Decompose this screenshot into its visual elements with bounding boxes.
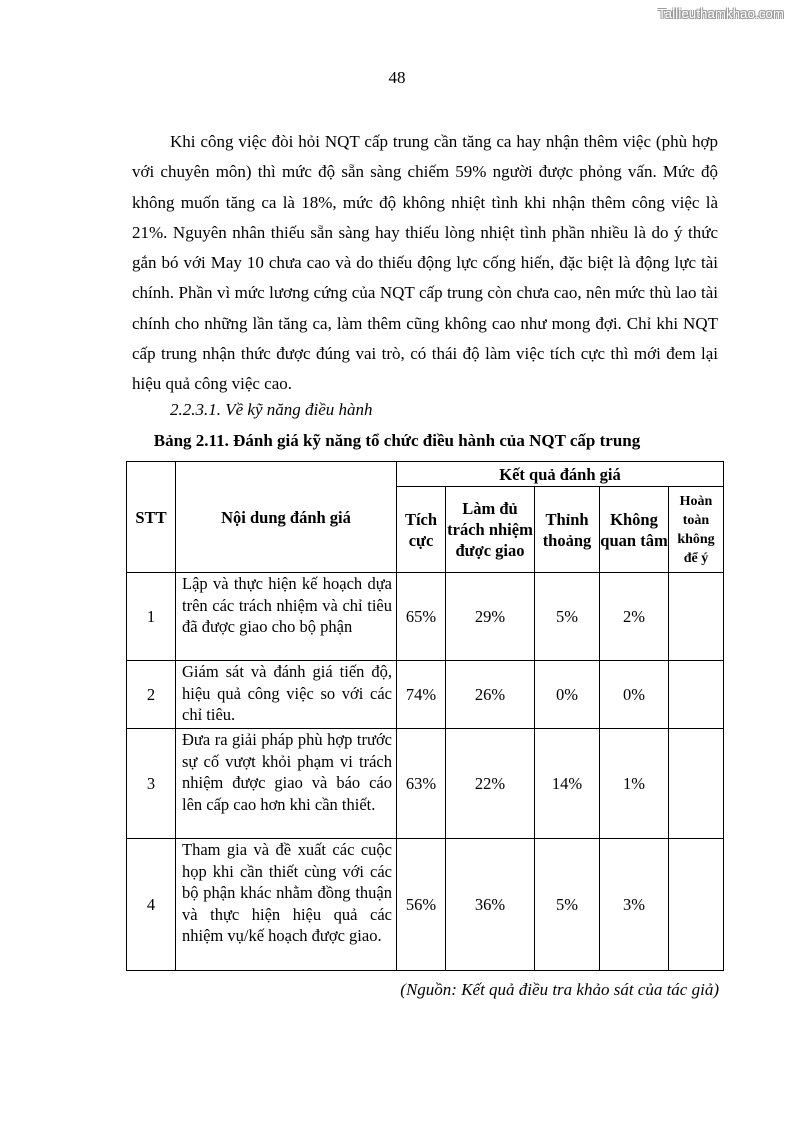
row-active: 74% xyxy=(397,661,446,729)
row-content: Tham gia và đề xuất các cuộc họp khi cần thiết cùng với các bộ phận khác nhằm đồng thuận và thực hiện hiệu quả các nhiệm vụ/kế hoạch được giao. xyxy=(176,839,397,971)
row-never xyxy=(669,729,724,839)
row-never xyxy=(669,573,724,661)
header-result-group: Kết quả đánh giá xyxy=(397,462,724,487)
table-row xyxy=(127,729,724,839)
row-active: 56% xyxy=(397,839,446,971)
row-sometimes: 14% xyxy=(535,729,600,839)
section-heading: 2.2.3.1. Về kỹ năng điều hành xyxy=(170,400,373,419)
row-sometimes: 0% xyxy=(535,661,600,729)
row-sometimes: 5% xyxy=(535,573,600,661)
row-enough: 29% xyxy=(446,573,535,661)
table-row xyxy=(127,573,724,661)
evaluation-table xyxy=(126,461,724,971)
row-enough: 22% xyxy=(446,729,535,839)
row-stt: 2 xyxy=(127,661,176,729)
watermark: Tailieuthamkhao.com xyxy=(658,6,784,21)
row-enough: 36% xyxy=(446,839,535,971)
row-never xyxy=(669,839,724,971)
row-content: Giám sát và đánh giá tiến độ, hiệu quả công việc so với các chỉ tiêu. xyxy=(176,661,397,729)
row-never xyxy=(669,661,724,729)
row-stt: 1 xyxy=(127,573,176,661)
row-enough: 26% xyxy=(446,661,535,729)
row-not-care: 3% xyxy=(600,839,669,971)
row-sometimes: 5% xyxy=(535,839,600,971)
header-active: Tích cực xyxy=(397,487,446,573)
header-content: Nội dung đánh giá xyxy=(176,462,397,573)
row-not-care: 1% xyxy=(600,729,669,839)
table-caption: Bảng 2.11. Đánh giá kỹ năng tổ chức điều hành của NQT cấp trung xyxy=(153,431,641,450)
body-paragraph: Khi công việc đòi hỏi NQT cấp trung cần tăng ca hay nhận thêm việc (phù hợp với chuyên môn) thì mức độ sẵn sàng chiếm 59% người được phỏng vấn. Mức độ không muốn tăng ca là 18%, mức độ không nhiệt tình khi nhận thêm công việc là 21%. Nguyên nhân thiếu sẵn sàng hay thiếu lòng nhiệt tình phần nhiều là do ý thức gắn bó với May 10 chưa cao và do thiếu động lực cống hiến, đặc biệt là động lực tài chính. Phần vì mức lương cứng của NQT cấp trung còn chưa cao, nên mức thù lao tài chính cho những lần tăng ca, làm thêm cũng không cao như mong đợi. Chỉ khi NQT cấp trung nhận thức được đúng vai trò, có thái độ làm việc tích cực thì mới đem lại hiệu quả công việc cao. xyxy=(132,132,718,394)
table-row xyxy=(127,661,724,729)
row-stt: 3 xyxy=(127,729,176,839)
table-source-note: (Nguồn: Kết quả điều tra khảo sát của tác giả) xyxy=(400,980,719,999)
row-active: 65% xyxy=(397,573,446,661)
header-never: Hoàn toàn không để ý xyxy=(669,487,724,573)
row-content: Lập và thực hiện kế hoạch dựa trên các trách nhiệm và chỉ tiêu đã được giao cho bộ phận xyxy=(176,573,397,661)
header-enough: Làm đủ trách nhiệm được giao xyxy=(446,487,535,573)
header-stt: STT xyxy=(127,462,176,573)
header-sometimes: Thỉnh thoảng xyxy=(535,487,600,573)
table-row xyxy=(127,839,724,971)
row-active: 63% xyxy=(397,729,446,839)
row-not-care: 2% xyxy=(600,573,669,661)
header-not-care: Không quan tâm xyxy=(600,487,669,573)
row-not-care: 0% xyxy=(600,661,669,729)
row-content: Đưa ra giải pháp phù hợp trước sự cố vượt khỏi phạm vi trách nhiệm được giao và báo cáo lên cấp cao hơn khi cần thiết. xyxy=(176,729,397,839)
row-stt: 4 xyxy=(127,839,176,971)
page-number: 48 xyxy=(388,68,406,87)
